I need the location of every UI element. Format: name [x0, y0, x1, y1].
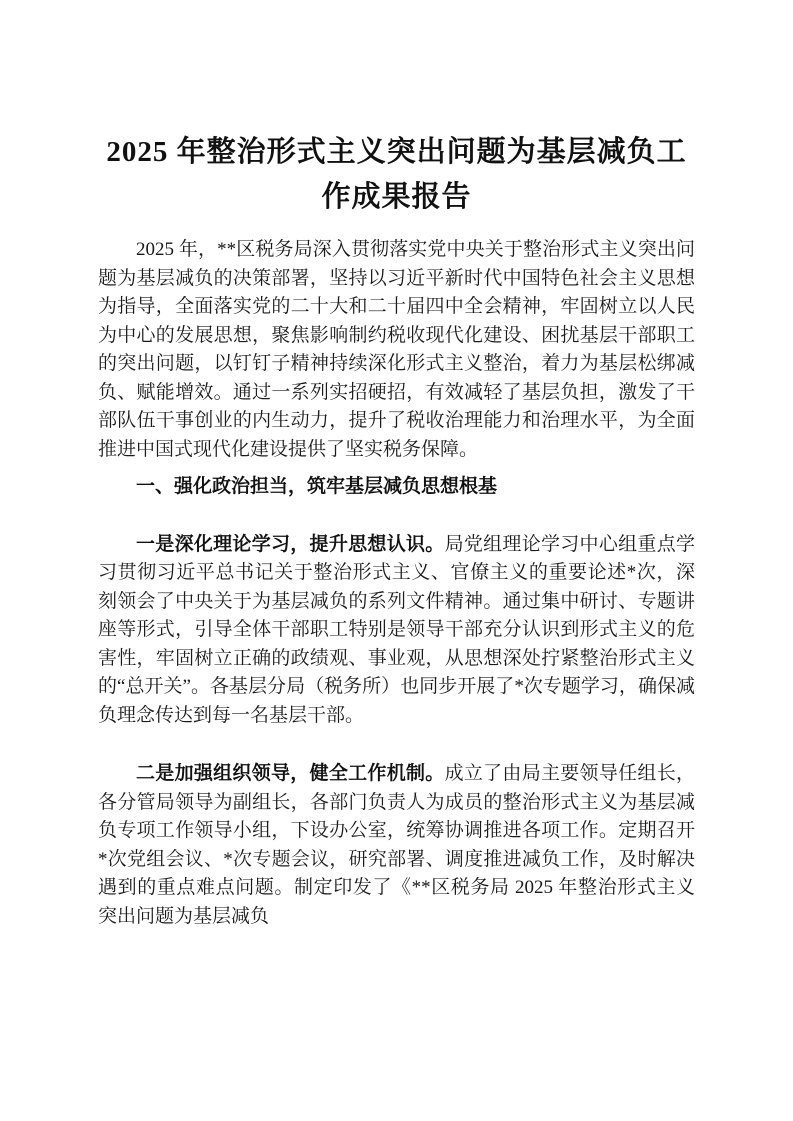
point-2-lead: 二是加强组织领导，健全工作机制。	[136, 763, 445, 784]
section-1-point-1	[98, 531, 695, 731]
section-1-point-2	[98, 760, 695, 931]
point-2-text: 成立了由局主要领导任组长，各分管局领导为副组长，各部门负责人为成员的整治形式主义为基层减负专项工作领导小组，下设办公室，统筹协调推进各项工作。定期召开*次党组会议、*次专题会议，研究部署、调度推进减负工作，及时解决遇到的重点难点问题。制定印发了《**区税务局 2025 年整治形式主义突出问题为基层减负	[98, 763, 695, 927]
section-1-heading: 一、强化政治担当，筑牢基层减负思想根基	[136, 476, 498, 497]
point-1-lead: 一是深化理论学习，提升思想认识。	[136, 533, 445, 555]
intro-paragraph: 2025 年，**区税务局深入贯彻落实党中央关于整治形式主义突出问题为基层减负的决策部署，坚持以习近平新时代中国特色社会主义思想为指导，全面落实党的二十大和二十届四中全会精神，牢固树立以人民为中心的发展思想，聚焦影响制约税收现代化建设、困扰基层干部职工的突出问题，以钉钉子精神持续深化形式主义整治，着力为基层松绑减负、赋能增效。通过一系列实招硬招，有效减轻了基层负担，激发了干部队伍干事创业的内生动力，提升了税收治理能力和治理水平，为全面推进中国式现代化建设提供了坚实税务保障。	[98, 239, 695, 460]
document-title: 2025 年整治形式主义突出问题为基层减负工作成果报告	[106, 136, 687, 213]
point-1-text: 局党组理论学习中心组重点学习贯彻习近平总书记关于整治形式主义、官僚主义的重要论述*次，深刻领会了中央关于为基层减负的系列文件精神。通过集中研讨、专题讲座等形式，引导全体干部职工特别是领导干部充分认识到形式主义的危害性，牢固树立正确的政绩观、事业观，从思想深处拧紧整治形式主义的“总开关”。各基层分局（税务所）也同步开展了*次专题学习，确保减负理念传达到每一名基层干部。	[98, 533, 695, 726]
